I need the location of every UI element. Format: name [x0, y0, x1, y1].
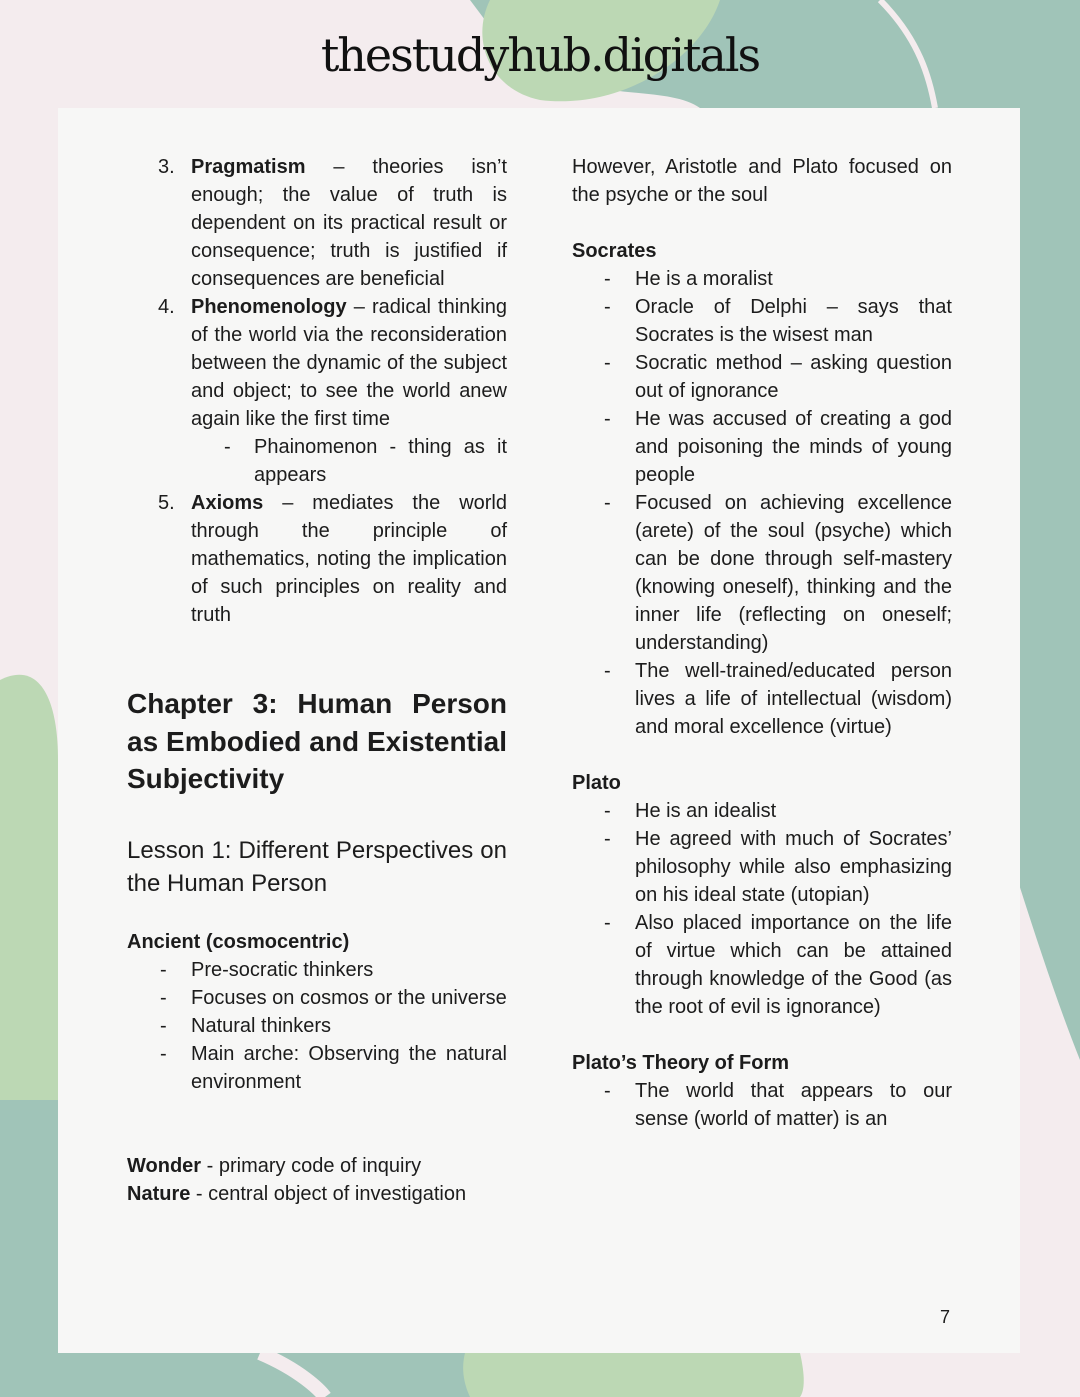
list-item: - Socratic method – asking question out of ignorance — [604, 352, 952, 402]
brand-logo: thestudyhub.digitals — [320, 28, 760, 82]
list-item: - He was accused of creating a god and poisoning the minds of young people — [604, 408, 952, 486]
list-item: - Focuses on cosmos or the universe — [160, 987, 507, 1009]
ancient-section — [127, 928, 507, 1096]
sub-item: - Phainomenon - thing as it appears — [224, 436, 507, 486]
list-item: - The world that appears to our sense (world of matter) is an — [604, 1080, 952, 1130]
chapter-heading: Chapter 3: Human Person as Embodied and Existential Subjectivity — [127, 688, 507, 794]
list-item — [158, 153, 507, 293]
list-item — [158, 489, 507, 629]
list-item — [158, 293, 507, 433]
list-item: - Natural thinkers — [160, 1015, 332, 1037]
nature-line: Nature - central object of investigation — [127, 1183, 467, 1205]
page-number: 7 — [940, 1307, 951, 1327]
list-item: - He is an idealist — [604, 800, 777, 822]
lesson-heading: Lesson 1: Different Perspectives on the Human Person — [127, 837, 507, 897]
definitions-list — [158, 153, 507, 629]
definition: – theories isn’t enough; the value of truth is dependent on its practical result or consequence; truth is justified if consequences are beneficial — [191, 156, 507, 290]
term: Axioms — [191, 492, 264, 514]
list-item: - Pre-socratic thinkers — [160, 959, 374, 981]
item-number: 4. — [158, 296, 175, 318]
term: Phenomenology — [191, 296, 347, 318]
list-item: - Also placed importance on the life of virtue which can be attained through knowledge of the Good (as the root of evil is ignorance) — [604, 912, 952, 1018]
right-column — [572, 153, 952, 1133]
socrates-heading: Socrates — [572, 240, 657, 262]
sub-text: Phainomenon - thing as it appears — [254, 436, 507, 486]
wonder-nature — [127, 1152, 527, 1208]
list-item: - Oracle of Delphi – says that Socrates is the wisest man — [604, 296, 952, 346]
list-item: - The well-trained/educated person lives a life of intellectual (wisdom) and moral excellence (virtue) — [604, 660, 952, 738]
plato-heading: Plato — [572, 772, 621, 794]
item-number: 3. — [158, 156, 175, 178]
wonder-line: Wonder - primary code of inquiry — [127, 1155, 422, 1177]
list-item: - Main arche: Observing the natural environment — [160, 1043, 507, 1093]
term: Pragmatism — [191, 156, 306, 178]
section-heading: Ancient (cosmocentric) — [127, 931, 350, 953]
list-item: - Focused on achieving excellence (arete) of the soul (psyche) which can be done through self-mastery (knowing oneself), thinking and the inner life (reflecting on oneself; understanding) — [604, 492, 952, 654]
list-item: - He agreed with much of Socrates’ philosophy while also emphasizing on his ideal state (utopian) — [604, 828, 952, 906]
theory-heading: Plato’s Theory of Form — [572, 1052, 790, 1074]
item-number: 5. — [158, 492, 175, 514]
intro-paragraph: However, Aristotle and Plato focused on the psyche or the soul — [572, 156, 952, 206]
definition: – mediates the world through the principle of mathematics, noting the implication of such principles on reality and truth — [191, 492, 507, 626]
definition: – radical thinking of the world via the reconsideration between the dynamic of the subject and object; to see the world anew again like the first time — [191, 296, 507, 430]
list-item: - He is a moralist — [604, 268, 773, 290]
